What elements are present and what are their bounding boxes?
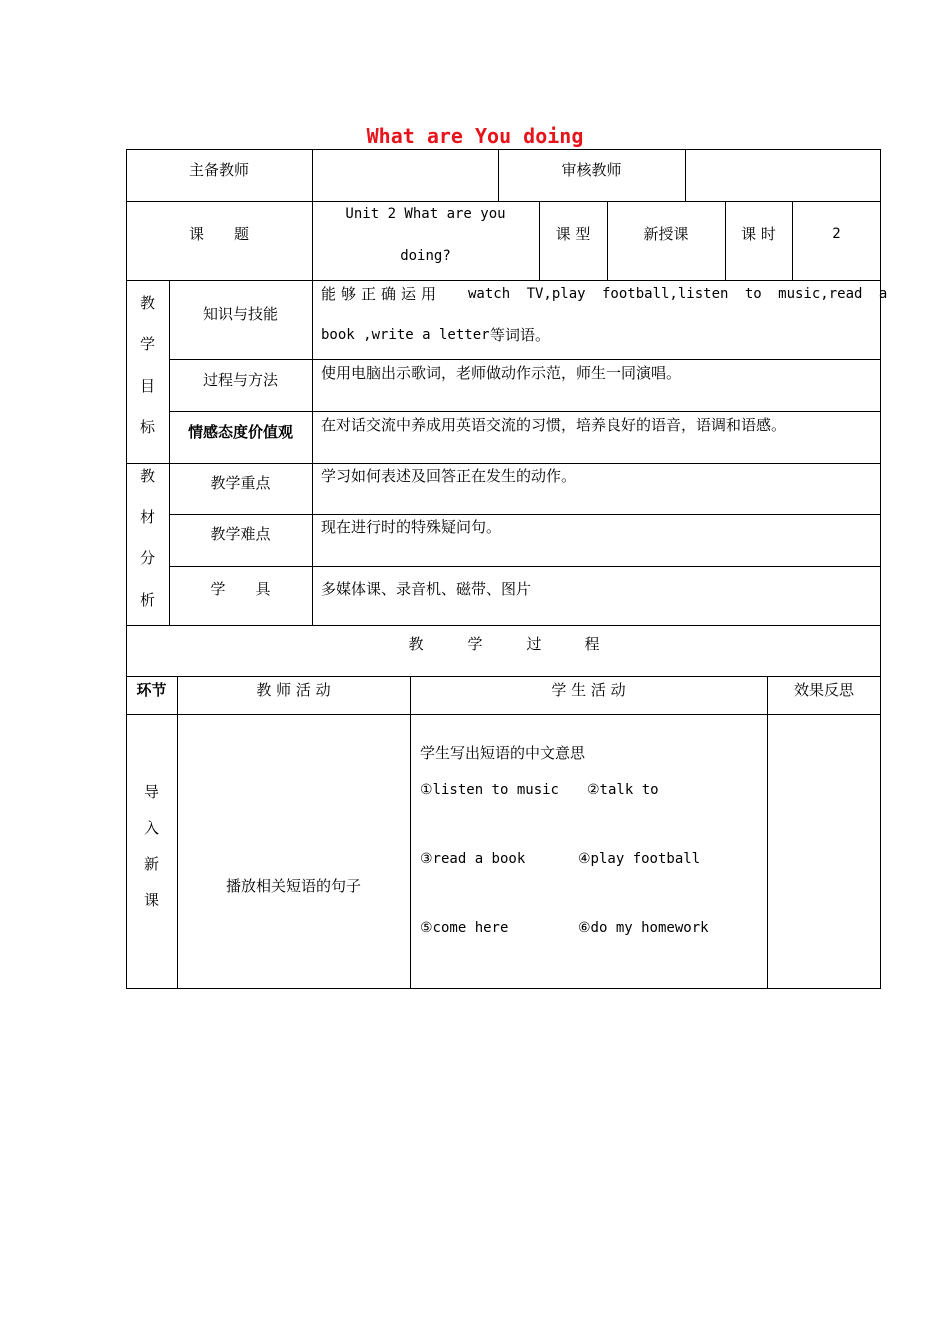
row-divider (169, 411, 881, 412)
objectives-group-char: 学 (139, 335, 155, 353)
process-heading-char: 过 (526, 635, 542, 653)
row-divider (126, 280, 881, 281)
focus-text: 学习如何表述及回答正在发生的动作。 (321, 467, 577, 485)
col-divider (169, 280, 170, 625)
stage-char: 入 (143, 819, 159, 837)
process-heading-char: 程 (584, 635, 600, 653)
phrase-item: ②talk to (587, 782, 659, 798)
knowledge-line-1-cn: 能够正确运用 (321, 285, 442, 303)
attitude-text: 在对话交流中养成用英语交流的习惯，培养良好的语音，语调和语感。 (321, 416, 787, 434)
phrase-item: ①listen to music (420, 782, 559, 798)
phrase-item: ⑥do my homework (578, 920, 709, 936)
lesson-hours-label: 课 时 (741, 225, 776, 243)
tools-label: 学 具 (210, 580, 271, 598)
col-header-stage: 环节 (136, 681, 167, 699)
row-divider (126, 463, 881, 464)
topic-line-1: Unit 2 What are you (345, 206, 506, 222)
knowledge-line-2-en: book ,write a letter (321, 327, 490, 343)
analysis-group-char: 教 (139, 467, 155, 485)
analysis-group-char: 材 (139, 508, 155, 526)
knowledge-label: 知识与技能 (202, 305, 278, 323)
lesson-type-value: 新授课 (643, 225, 689, 243)
knowledge-line-1-en: watch TV,play football,listen to music,read a (468, 286, 888, 302)
phrase-item: ④play football (578, 851, 701, 867)
stage-char: 课 (143, 891, 159, 909)
analysis-group-char: 析 (139, 591, 155, 609)
col-header-reflection: 效果反思 (793, 681, 854, 699)
student-intro-text: 学生写出短语的中文意思 (420, 744, 586, 762)
document-title: What are You doing (366, 124, 584, 148)
col-divider (177, 676, 178, 989)
row-divider (169, 514, 881, 515)
row-divider (169, 566, 881, 567)
col-header-teacher-activity: 教 师 活 动 (256, 681, 331, 699)
col-divider (410, 676, 411, 989)
analysis-group-char: 分 (139, 549, 155, 567)
topic-label: 课 题 (188, 225, 249, 243)
objectives-group-char: 目 (139, 377, 155, 395)
process-heading-char: 教 (408, 635, 424, 653)
col-divider (767, 676, 768, 989)
focus-label: 教学重点 (210, 474, 271, 492)
tools-text: 多媒体课、录音机、磁带、图片 (321, 580, 532, 598)
topic-line-2: doing? (400, 248, 451, 264)
stage-char: 导 (143, 783, 159, 801)
process-method-text: 使用电脑出示歌词，老师做动作示范，师生一同演唱。 (321, 364, 682, 382)
attitude-label: 情感态度价值观 (187, 423, 293, 441)
col-header-student-activity: 学 生 活 动 (551, 681, 626, 699)
stage-char: 新 (143, 855, 159, 873)
lead-teacher-label: 主备教师 (188, 161, 249, 179)
knowledge-line-2-cn: 等词语。 (490, 326, 551, 344)
lesson-type-label: 课 型 (555, 225, 591, 243)
process-heading-char: 学 (467, 635, 483, 653)
teacher-activity-text: 播放相关短语的句子 (225, 877, 361, 895)
phrase-item: ⑤come here (420, 920, 509, 936)
difficulty-text: 现在进行时的特殊疑问句。 (321, 518, 502, 536)
phrase-item: ③read a book (420, 851, 526, 867)
objectives-group-char: 教 (139, 294, 155, 312)
row-divider (169, 359, 881, 360)
row-divider (126, 201, 881, 202)
col-divider (685, 149, 686, 201)
objectives-group-char: 标 (139, 418, 155, 436)
process-method-label: 过程与方法 (202, 371, 278, 389)
lesson-hours-value: 2 (832, 226, 841, 242)
review-teacher-label: 审核教师 (561, 161, 622, 179)
row-divider (126, 625, 881, 626)
difficulty-label: 教学难点 (210, 525, 271, 543)
